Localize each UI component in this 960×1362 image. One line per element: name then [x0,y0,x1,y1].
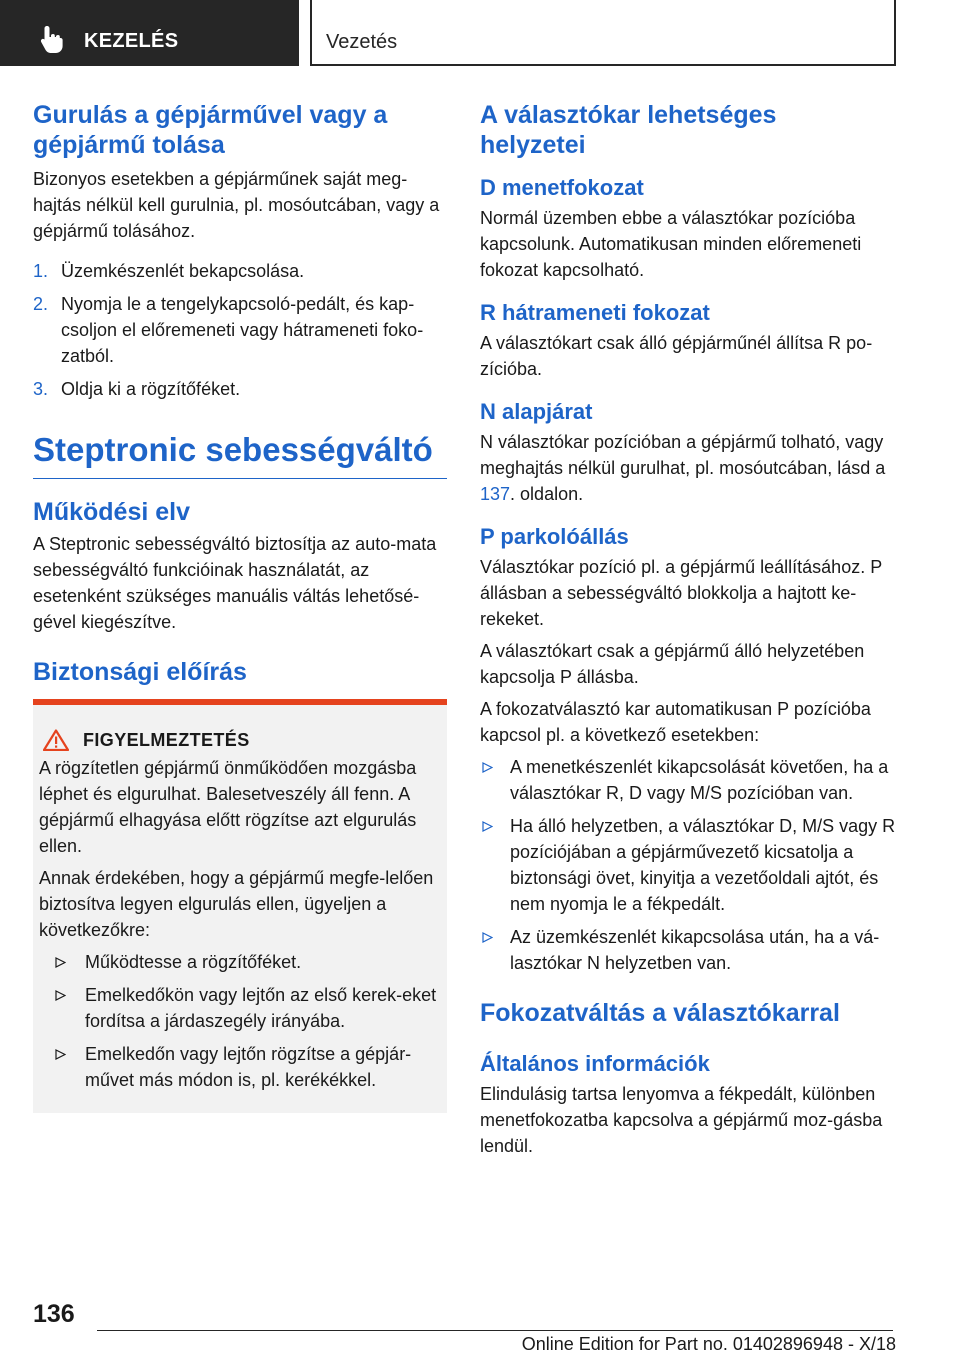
hand-pointer-icon [38,24,66,54]
paragraph-n-text-end: . oldalon. [510,484,584,504]
page-reference-link[interactable]: 137 [480,484,511,504]
heading-p: P parkolóállás [480,524,629,549]
triangle-bullet-icon [55,990,66,1001]
list-item-text: Ha álló helyzetben, a választókar D, M/S vagy R pozíciójában a gépjárművezető kicsatolja a biztonsági övet, kinyitja a vezetőoldali ajtót, és nem nyomja le a fékpedált. [510,816,896,914]
heading-rolling: Gurulás a gépjárművel vagy a gépjármű tolása [33,101,388,159]
list-item [33,376,447,402]
warning-paragraph: A rögzítetlen gépjármű önműködően mozgásba léphet és elgurulhat. Balesetveszély áll fenn. A gépjármű elhagyása előtt rögzítse azt elgurulás ellen. [39,758,417,856]
step-number: 1. [33,261,49,281]
list-item [33,291,447,369]
triangle-bullet-icon [55,1049,66,1060]
heading-general: Általános információk [480,1051,710,1076]
list-item-text: Működtesse a rögzítőféket. [85,952,302,972]
step-number: 2. [33,294,49,314]
list-item [480,924,896,976]
list-item-text: Emelkedőn vagy lejtőn rögzítse a gépjár-művet más módon is, pl. kerékékkel. [85,1044,412,1090]
paragraph-p: A választókart csak a gépjármű álló helyzetében kapcsolja P állásba. [480,641,865,687]
left-column [33,100,447,1113]
triangle-bullet-icon [482,821,493,832]
page-header [0,0,960,66]
paragraph-rolling: Bizonyos esetekben a gépjárműnek saját meg-hajtás nélkül kell gurulnia, pl. mosóutcában, vagy a gépjármű tolásához. [33,169,440,241]
list-item-text: Emelkedőkön vagy lejtőn az első kerek-eket fordítsa a járdaszegély irányába. [85,985,437,1031]
chapter-tab [0,0,299,66]
step-number: 3. [33,379,49,399]
section-tab-label: Vezetés [326,31,398,53]
list-item [33,258,447,284]
heading-shifting: Fokozatváltás a választókarral [480,999,840,1027]
triangle-bullet-icon [482,762,493,773]
footer-divider [97,1330,893,1331]
chapter-tab-label: KEZELÉS [84,30,179,52]
chapter-heading: Steptronic sebességváltó [33,430,447,479]
paragraph-p: Választókar pozíció pl. a gépjármű leállításához. P állásban a sebességváltó blokkolja a hajtott ke-rekeket. [480,557,882,629]
warning-list [39,949,441,1093]
warning-title: FIGYELMEZTETÉS [83,730,250,750]
warning-header [39,727,441,753]
step-text: Oldja ki a rögzítőféket. [61,379,241,399]
p-conditions-list [480,754,896,976]
edition-note: Online Edition for Part no. 01402896948 - X/18 [521,1334,896,1354]
section-tab [310,0,896,66]
warning-box [33,699,447,1113]
heading-principle: Működési elv [33,498,190,526]
paragraph-general: Elindulásig tartsa lenyomva a fékpedált, különben menetfokozatba kapcsolva a gépjármű moz-gásba lendül. [480,1084,883,1156]
heading-r: R hátrameneti fokozat [480,300,710,325]
heading-safety: Biztonsági előírás [33,658,247,686]
paragraph-p: A fokozatválasztó kar automatikusan P pozícióba kapcsol pl. a következő esetekben: [480,699,871,745]
triangle-bullet-icon [482,932,493,943]
paragraph-r: A választókart csak álló gépjárműnél állítsa R po-zícióba. [480,333,873,379]
paragraph-n [480,429,896,507]
list-item [480,813,896,917]
list-item [480,754,896,806]
page-number: 136 [33,1300,75,1328]
paragraph-n-text: N választókar pozícióban a gépjármű tolható, vagy meghajtás nélkül gurulhat, pl. mosóutcában, lásd a [480,432,886,478]
triangle-bullet-icon [55,957,66,968]
heading-positions: A választókar lehetséges helyzetei [480,101,777,159]
heading-d: D menetfokozat [480,175,644,200]
right-column [480,100,896,1159]
list-item [49,949,441,975]
list-item-text: Az üzemkészenlét kikapcsolása után, ha a vá-lasztókar N helyzetben van. [510,927,880,973]
paragraph-principle: A Steptronic sebességváltó biztosítja az auto-mata sebességváltó funkcióinak használatát, az esetenként szükséges manuális váltás lehetősé-gével kiegészítve. [33,534,437,632]
paragraph-d: Normál üzemben ebbe a választókar pozícióba kapcsolunk. Automatikusan minden előremeneti fokozat kapcsolható. [480,208,862,280]
warning-triangle-icon [43,729,69,751]
heading-n: N alapjárat [480,399,593,424]
steps-list [33,258,447,402]
warning-paragraph: Annak érdekében, hogy a gépjármű megfe-lelően biztosítva legyen elgurulás ellen, ügyeljen a következőkre: [39,868,434,940]
step-text: Üzemkészenlét bekapcsolása. [61,261,305,281]
list-item-text: A menetkészenlét kikapcsolását követően, ha a választókar R, D vagy M/S pozícióban van. [510,757,889,803]
step-text: Nyomja le a tengelykapcsoló-pedált, és kap-csoljon el előremeneti vagy hátrameneti foko-zatból. [61,294,424,366]
list-item [49,1041,441,1093]
list-item [49,982,441,1034]
